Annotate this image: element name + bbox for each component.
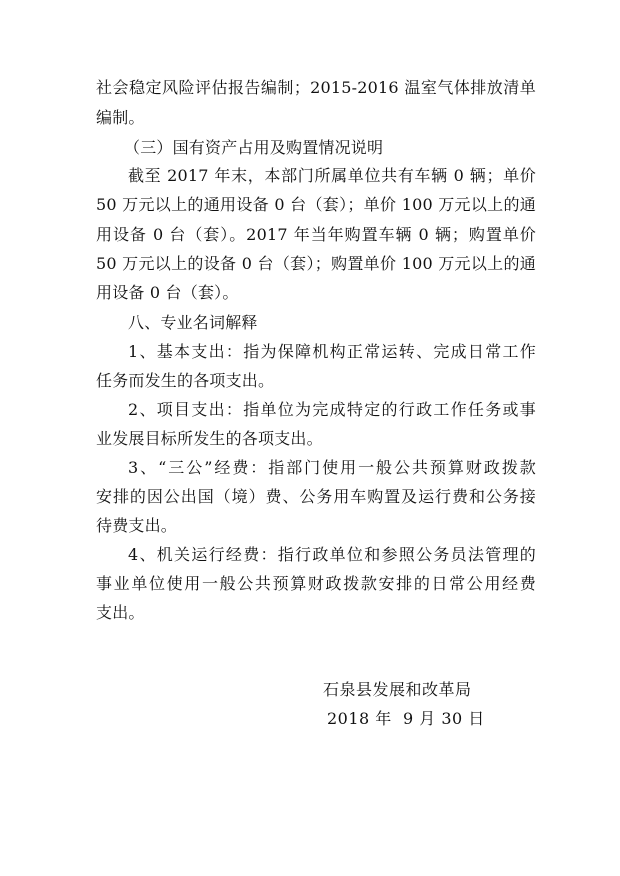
signature-date: 2018 年 9 月 30 日 xyxy=(327,709,485,728)
signature-organization: 石泉县发展和改革局 xyxy=(323,680,472,699)
text-line: 事业单位使用一般公共预算财政拨款安排的日常公用经费 xyxy=(96,574,536,593)
text-line: 1、基本支出：指为保障机构正常运转、完成日常工作 xyxy=(128,342,536,361)
text-line: 社会稳定风险评估报告编制；2015-2016 温室气体排放清单 xyxy=(96,78,536,97)
text-line: 编制。 xyxy=(96,108,145,127)
text-line: 支出。 xyxy=(96,603,145,622)
text-line: 用设备 0 台（套）。 xyxy=(96,283,239,302)
text-line: 3、“三公”经费：指部门使用一般公共预算财政拨款 xyxy=(128,458,536,477)
text-line: 业发展目标所发生的各项支出。 xyxy=(96,429,323,448)
text-line: 任务而发生的各项支出。 xyxy=(96,371,275,390)
section-heading: （三）国有资产占用及购置情况说明 xyxy=(124,138,384,157)
text-line: 用设备 0 台（套）。2017 年当年购置车辆 0 辆；购置单价 xyxy=(96,225,536,244)
text-line: 2、项目支出：指单位为完成特定的行政工作任务或事 xyxy=(128,400,536,419)
text-line: 安排的因公出国（境）费、公务用车购置及运行费和公务接 xyxy=(96,487,536,506)
text-line: 待费支出。 xyxy=(96,516,178,535)
text-line: 4、机关运行经费：指行政单位和参照公务员法管理的 xyxy=(128,545,536,564)
text-line: 截至 2017 年末，本部门所属单位共有车辆 0 辆；单价 xyxy=(128,166,536,185)
section-heading: 八、专业名词解释 xyxy=(128,313,258,332)
text-line: 50 万元以上的设备 0 台（套）；购置单价 100 万元以上的通 xyxy=(96,254,536,273)
text-line: 50 万元以上的通用设备 0 台（套）；单价 100 万元以上的通 xyxy=(96,195,536,214)
